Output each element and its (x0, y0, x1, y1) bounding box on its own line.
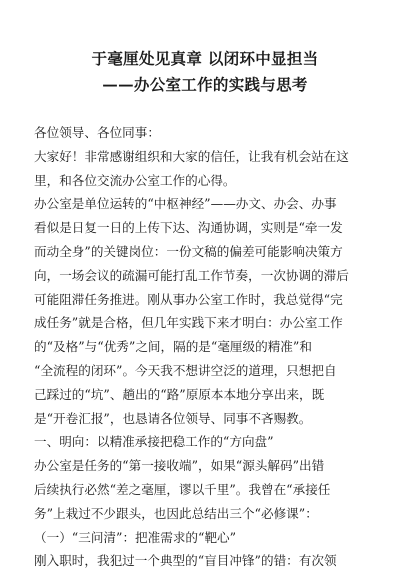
paragraph-line: 办公室是任务的“第一接收端”，如果“源头解码”出错 (34, 458, 325, 474)
paragraph-line: 刚入职时，我犯过一个典型的“盲目冲锋”的错：有次领 (34, 553, 337, 569)
document-body (34, 121, 384, 573)
salutation-line: 各位领导、各位同事： (34, 125, 160, 140)
paragraph-line: 是“开卷汇报”，也恳请各位领导、同事不吝赐教。 (34, 410, 312, 426)
subsection-heading: （一）“三问清”：把准需求的“靶心” (34, 529, 237, 545)
section-heading: 一、明向：以精准承接把稳工作的“方向盘” (34, 434, 274, 450)
paragraph-line: 务”上栽过不少跟头，也因此总结出三个“必修课”： (34, 505, 318, 521)
paragraph-line: 后续执行必然“差之毫厘，谬以千里”。我曾在“承接任 (34, 481, 331, 497)
document-title: 于毫厘处见真章 以闭环中显担当 (91, 49, 319, 68)
paragraph-line: 里，和各位交流办公室工作的心得。 (34, 172, 236, 188)
paragraph-line: 成任务”就是合格，但几年实践下来才明白：办公室工作 (34, 315, 343, 331)
paragraph-line: 办公室是单位运转的“中枢神经”——办文、办会、办事 (34, 196, 337, 212)
paragraph-line: 看似是日复一日的上传下达、沟通协调，实则是“牵一发 (34, 220, 343, 236)
paragraph-line: 可能阻滞任务推进。刚从事办公室工作时，我总觉得“完 (34, 291, 343, 307)
paragraph-line: 而动全身”的关键岗位：一份文稿的偏差可能影响决策方 (34, 243, 343, 259)
document-subtitle: ——办公室工作的实践与思考 (102, 75, 308, 94)
paragraph-line: 己踩过的“坑”、趟出的“路”原原本本地分享出来，既 (34, 386, 325, 402)
paragraph-line: 大家好！非常感谢组织和大家的信任，让我有机会站在这 (34, 148, 349, 164)
paragraph-line: 的“及格”与“优秀”之间，隔的是“毫厘级的精准”和 (34, 339, 312, 355)
paragraph-line: 向，一场会议的疏漏可能打乱工作节奏，一次协调的滞后 (34, 267, 349, 283)
paragraph-line: “全流程的闭环”。今天我不想讲空泛的道理，只想把自 (34, 362, 337, 378)
